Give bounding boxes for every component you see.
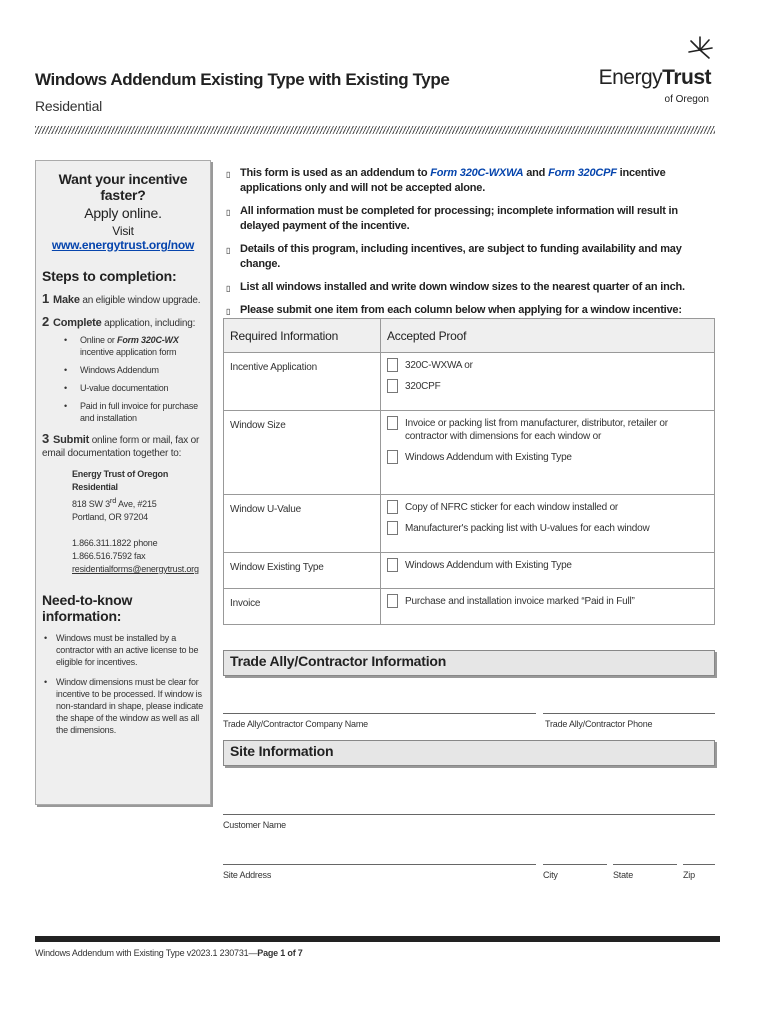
- need-to-know-heading: Need-to-know information:: [42, 592, 133, 624]
- proof-option[interactable]: [387, 380, 708, 393]
- bullet-text: incentive application form: [80, 347, 177, 357]
- column-accepted-proof: Accepted Proof: [381, 319, 715, 353]
- list-item: • U-value documentation: [64, 382, 204, 394]
- customer-name-field[interactable]: [223, 814, 715, 815]
- checkbox[interactable]: [387, 379, 398, 393]
- required-cell: Incentive Application: [224, 353, 381, 411]
- proof-option[interactable]: [387, 559, 708, 572]
- proof-cell: [381, 495, 715, 553]
- required-cell: Invoice: [224, 589, 381, 625]
- list-item: • Window dimensions must be clear for incentive to be processed. If window is non-standard in shape, please indicate the shape of the window as well as all the dimensions.: [42, 676, 204, 736]
- step-1: [42, 292, 204, 307]
- site-address-label: Site Address: [223, 870, 272, 880]
- step-number: 3: [42, 431, 50, 446]
- footer-version: Windows Addendum with Existing Type v2023.1 230731—: [35, 948, 258, 958]
- list-item: [64, 334, 204, 358]
- proof-cell: [381, 353, 715, 411]
- site-address-field[interactable]: [223, 864, 536, 865]
- section-title: Site Information: [230, 743, 334, 759]
- notice-text: List all windows installed and write down window sizes to the nearest quarter of an inch.: [240, 281, 685, 293]
- table-row: [224, 353, 715, 411]
- contractor-phone-label: Trade Ally/Contractor Phone: [545, 719, 653, 729]
- proof-label: 320C-WXWA or: [405, 360, 473, 371]
- section-title: Trade Ally/Contractor Information: [230, 653, 447, 669]
- site-section-header: [223, 740, 715, 766]
- logo-word-energy: Energy: [598, 66, 663, 89]
- notice-complete: [226, 204, 716, 234]
- column-required-information: Required Information: [224, 319, 381, 353]
- form-reference: Form 320C-WX: [117, 335, 179, 345]
- proof-option[interactable]: [387, 451, 708, 464]
- contact-fax: 1.866.516.7592 fax: [72, 551, 146, 561]
- trade-ally-section-header: [223, 650, 715, 676]
- document-subtitle: Residential: [35, 98, 103, 114]
- proof-label: Invoice or packing list from manufacturer, distributor, retailer or contractor with dimensions for each window or: [405, 418, 668, 442]
- contractor-phone-field[interactable]: [543, 713, 715, 714]
- zip-label: Zip: [683, 870, 695, 880]
- checkbox[interactable]: [387, 416, 398, 430]
- energy-trust-logo: [598, 34, 715, 114]
- bullet-text: Online or: [80, 335, 118, 345]
- table-row: [224, 495, 715, 553]
- step-2-list: [64, 334, 204, 424]
- table-row: [224, 589, 715, 625]
- proof-label: Windows Addendum with Existing Type: [405, 560, 572, 571]
- instructions: [226, 166, 716, 326]
- form-320c-wxwa-link[interactable]: Form 320C-WXWA: [430, 167, 524, 179]
- required-cell: Window Existing Type: [224, 553, 381, 589]
- checkbox[interactable]: [387, 521, 398, 535]
- required-cell: Window Size: [224, 411, 381, 495]
- notice-text: and: [523, 167, 549, 179]
- steps-heading: Steps to completion:: [42, 268, 177, 284]
- address-suite: Ave, #215: [116, 499, 157, 509]
- required-proof-table: [223, 318, 715, 625]
- step-text: online form or mail, fax or email documentation together to:: [42, 435, 200, 459]
- page-footer: [35, 948, 303, 958]
- proof-option[interactable]: [387, 417, 708, 443]
- mailing-address: [72, 468, 204, 576]
- company-name-field[interactable]: [223, 713, 536, 714]
- need-to-know-list: [42, 632, 204, 736]
- proof-cell: [381, 553, 715, 589]
- logo-wordmark: [599, 66, 711, 90]
- proof-option[interactable]: [387, 595, 708, 608]
- step-2: [42, 315, 204, 330]
- step-3: [42, 432, 204, 460]
- notice-funding: [226, 242, 716, 272]
- contact-phone: 1.866.311.1822 phone: [72, 538, 158, 548]
- city-label: City: [543, 870, 558, 880]
- notice-text: All information must be completed for processing; incomplete information will result in delayed payment of the incentive.: [240, 205, 678, 232]
- proof-label: Windows Addendum with Existing Type: [405, 452, 572, 463]
- checkbox[interactable]: [387, 594, 398, 608]
- address-dept: Residential: [72, 482, 118, 492]
- zip-field[interactable]: [683, 864, 715, 865]
- notice-window-sizes: [226, 280, 716, 295]
- proof-label: Manufacturer's packing list with U-values for each window: [405, 523, 650, 534]
- notice-addendum: [226, 166, 716, 196]
- table-row: [224, 553, 715, 589]
- logo-word-trust: Trust: [662, 66, 711, 89]
- step-verb: Submit: [53, 434, 90, 446]
- logo-subtitle: of Oregon: [664, 94, 709, 105]
- company-name-label: Trade Ally/Contractor Company Name: [223, 719, 368, 729]
- address-street: 818 SW 3: [72, 499, 110, 509]
- proof-label: Copy of NFRC sticker for each window installed or: [405, 502, 619, 513]
- list-item: • Paid in full invoice for purchase and installation: [64, 400, 204, 424]
- step-verb: Make: [53, 294, 80, 306]
- proof-option[interactable]: [387, 359, 708, 372]
- step-number: 2: [42, 314, 50, 329]
- contact-email-link[interactable]: residentialforms@energytrust.org: [72, 564, 199, 574]
- notice-submit: [226, 303, 716, 318]
- notice-text: This form is used as an addendum to: [240, 167, 431, 179]
- apply-online-text: Apply online.: [84, 205, 162, 221]
- step-number: 1: [42, 291, 50, 306]
- step-verb: Complete: [53, 317, 102, 329]
- proof-option[interactable]: [387, 501, 708, 514]
- incentive-faster-heading: Want your incentive faster?: [58, 171, 188, 203]
- sidebar-panel: [35, 160, 211, 805]
- page-number: Page 1 of 7: [257, 948, 303, 958]
- customer-name-label: Customer Name: [223, 820, 286, 830]
- checkbox[interactable]: [387, 500, 398, 514]
- bullet-box-icon: ▯: [226, 307, 231, 316]
- checkbox[interactable]: [387, 450, 398, 464]
- proof-label: Purchase and installation invoice marked “Paid in Full”: [405, 596, 635, 607]
- step-text: an eligible window upgrade.: [79, 295, 201, 306]
- city-field[interactable]: [543, 864, 607, 865]
- required-cell: Window U-Value: [224, 495, 381, 553]
- address-city: Portland, OR 97204: [72, 512, 148, 522]
- address-org: Energy Trust of Oregon: [72, 469, 169, 479]
- notice-text: incentive applications only and will not be accepted alone.: [240, 167, 666, 194]
- state-field[interactable]: [613, 864, 677, 865]
- notice-text: Please submit one item from each column below when applying for a window incentive:: [240, 304, 682, 316]
- visit-line: [42, 224, 204, 252]
- bullet-box-icon: ▯: [226, 246, 231, 255]
- visit-prefix: Visit: [112, 224, 134, 238]
- bullet-box-icon: ▯: [226, 284, 231, 293]
- list-item: • Windows Addendum: [64, 364, 204, 376]
- bullet-box-icon: ▯: [226, 208, 231, 217]
- footer-divider: [35, 936, 720, 942]
- bullet-box-icon: ▯: [226, 170, 231, 179]
- document-title: Windows Addendum Existing Type with Existing Type: [35, 70, 450, 89]
- list-item: • Windows must be installed by a contractor with an active license to be eligible for incentives.: [42, 632, 204, 668]
- checkbox[interactable]: [387, 358, 398, 372]
- proof-label: 320CPF: [405, 381, 441, 392]
- header-divider: [35, 126, 715, 134]
- proof-option[interactable]: [387, 522, 708, 535]
- address-ordinal: rd: [109, 496, 117, 505]
- checkbox[interactable]: [387, 558, 398, 572]
- notice-text: Details of this program, including incentives, are subject to funding availability and may change.: [240, 243, 682, 270]
- proof-cell: [381, 411, 715, 495]
- sunburst-icon: [685, 34, 715, 66]
- energytrust-now-link[interactable]: www.energytrust.org/now: [51, 238, 195, 252]
- form-320cpf-link[interactable]: Form 320CPF: [548, 167, 617, 179]
- table-row: [224, 411, 715, 495]
- step-text: application, including:: [101, 318, 196, 329]
- state-label: State: [613, 870, 634, 880]
- proof-cell: [381, 589, 715, 625]
